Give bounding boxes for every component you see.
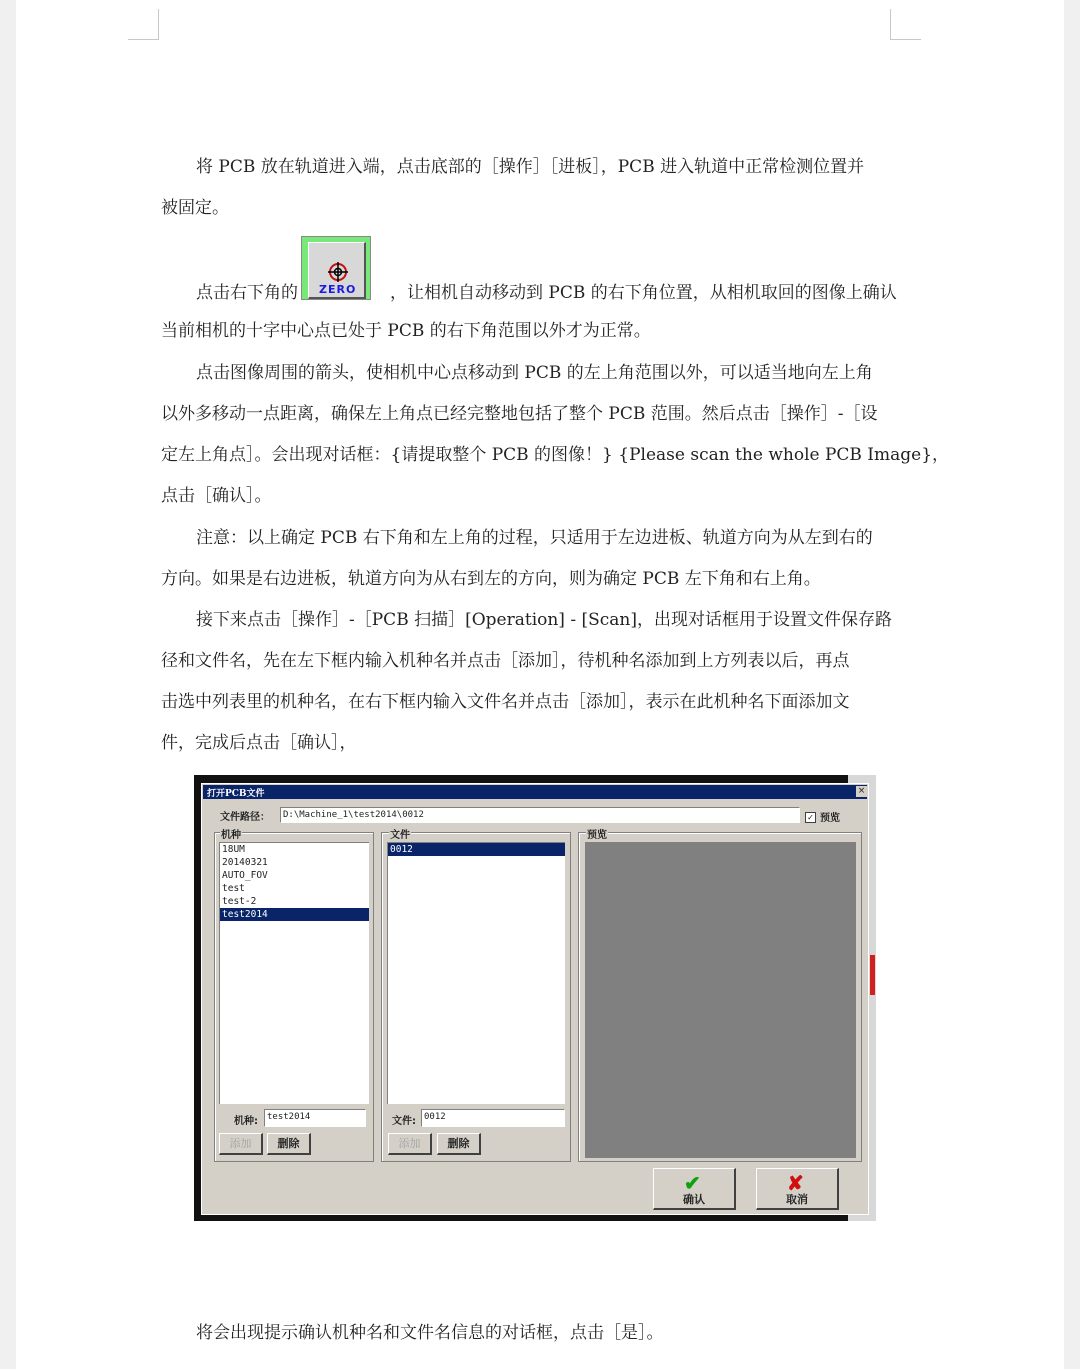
paragraph-line: 将 PCB 放在轨道进入端，点击底部的［操作］［进板］，PCB 进入轨道中正常检测位置并 xyxy=(196,157,865,177)
paragraph-line: 点击右下角的 xyxy=(196,283,298,303)
paragraph-line: 径和文件名，先在左下框内输入机种名并点击［添加］，待机种名添加到上方列表以后，再点 xyxy=(161,651,850,671)
model-add-button[interactable]: 添加 xyxy=(219,1133,263,1155)
screenshot-red-mark xyxy=(870,955,875,995)
list-item-selected[interactable]: 0012 xyxy=(388,843,565,856)
file-add-button[interactable]: 添加 xyxy=(388,1133,432,1155)
model-list[interactable] xyxy=(219,842,369,1104)
dialog-title: 打开PCB文件 xyxy=(207,789,265,799)
paragraph-line: 点击图像周围的箭头，使相机中心点移动到 PCB 的左上角范围以外，可以适当地向左上角 xyxy=(196,363,873,383)
list-item[interactable]: test xyxy=(222,883,245,894)
file-path-label: 文件路径： xyxy=(220,812,270,823)
preview-checkbox[interactable]: ✓ xyxy=(805,812,816,823)
file-name-input[interactable]: 0012 xyxy=(421,1109,565,1127)
list-item-selected[interactable]: test2014 xyxy=(220,908,369,921)
file-list[interactable] xyxy=(387,842,565,1104)
zero-button-image xyxy=(301,236,371,300)
paragraph-line: 件，完成后点击［确认］， xyxy=(161,733,357,753)
list-item[interactable]: 18UM xyxy=(222,844,245,855)
paragraph-line: 击选中列表里的机种名，在右下框内输入文件名并点击［添加］，表示在此机种名下面添加文 xyxy=(161,692,850,712)
paragraph-line: 方向。如果是右边进板，轨道方向为从右到左的方向，则为确定 PCB 左下角和右上角。 xyxy=(161,569,821,589)
zero-label: ZERO xyxy=(319,283,357,296)
ok-button-label: 确认 xyxy=(683,1193,705,1206)
page-corner-mark-top-left xyxy=(128,9,159,40)
file-path-field[interactable]: D:\Machine_1\test2014\0012 xyxy=(280,807,800,823)
paragraph-line: ，让相机自动移动到 PCB 的右下角位置，从相机取回的图像上确认 xyxy=(390,283,897,303)
paragraph-line: 当前相机的十字中心点已处于 PCB 的右下角范围以外才为正常。 xyxy=(161,321,651,341)
file-group-label: 文件 xyxy=(389,826,411,841)
cancel-x-icon: ✘ xyxy=(787,1171,804,1195)
preview-checkbox-label: 预览 xyxy=(820,813,840,824)
checkmark-icon: ✔ xyxy=(684,1171,701,1195)
list-item[interactable]: AUTO_FOV xyxy=(222,870,268,881)
cancel-button-label: 取消 xyxy=(786,1193,808,1206)
list-item[interactable]: 20140321 xyxy=(222,857,268,868)
paragraph-line: 接下来点击［操作］-［PCB 扫描］[Operation] - [Scan]，出现对话框用于设置文件保存路 xyxy=(196,610,893,630)
file-input-label: 文件: xyxy=(392,1116,416,1127)
paragraph-line: 被固定。 xyxy=(161,198,229,218)
model-name-input[interactable]: test2014 xyxy=(264,1109,366,1127)
model-delete-button[interactable]: 删除 xyxy=(267,1133,311,1155)
paragraph-line: 注意：以上确定 PCB 右下角和左上角的过程，只适用于左边进板、轨道方向为从左到右的 xyxy=(196,528,873,548)
paragraph-line: 以外多移动一点距离，确保左上角点已经完整地包括了整个 PCB 范围。然后点击［操作］-［设 xyxy=(161,404,878,424)
paragraph-line: 将会出现提示确认机种名和文件名信息的对话框，点击［是］。 xyxy=(196,1323,664,1343)
file-delete-button[interactable]: 删除 xyxy=(437,1133,481,1155)
cancel-button[interactable] xyxy=(756,1168,839,1210)
close-icon[interactable]: × xyxy=(857,786,866,796)
paragraph-line: 定左上角点］。会出现对话框：{请提取整个 PCB 的图像！} {Please scan the whole PCB Image}， xyxy=(161,445,950,465)
preview-area xyxy=(585,842,856,1158)
preview-group-label: 预览 xyxy=(586,826,608,841)
paragraph-line: 点击［确认］。 xyxy=(161,486,272,506)
model-group-label: 机种 xyxy=(220,826,242,841)
dialog-titlebar xyxy=(203,785,867,799)
crosshair-icon xyxy=(327,261,349,283)
ok-button[interactable] xyxy=(653,1168,736,1210)
list-item[interactable]: test-2 xyxy=(222,896,257,907)
page-corner-mark-top-right xyxy=(890,9,921,40)
model-input-label: 机种: xyxy=(234,1116,258,1127)
